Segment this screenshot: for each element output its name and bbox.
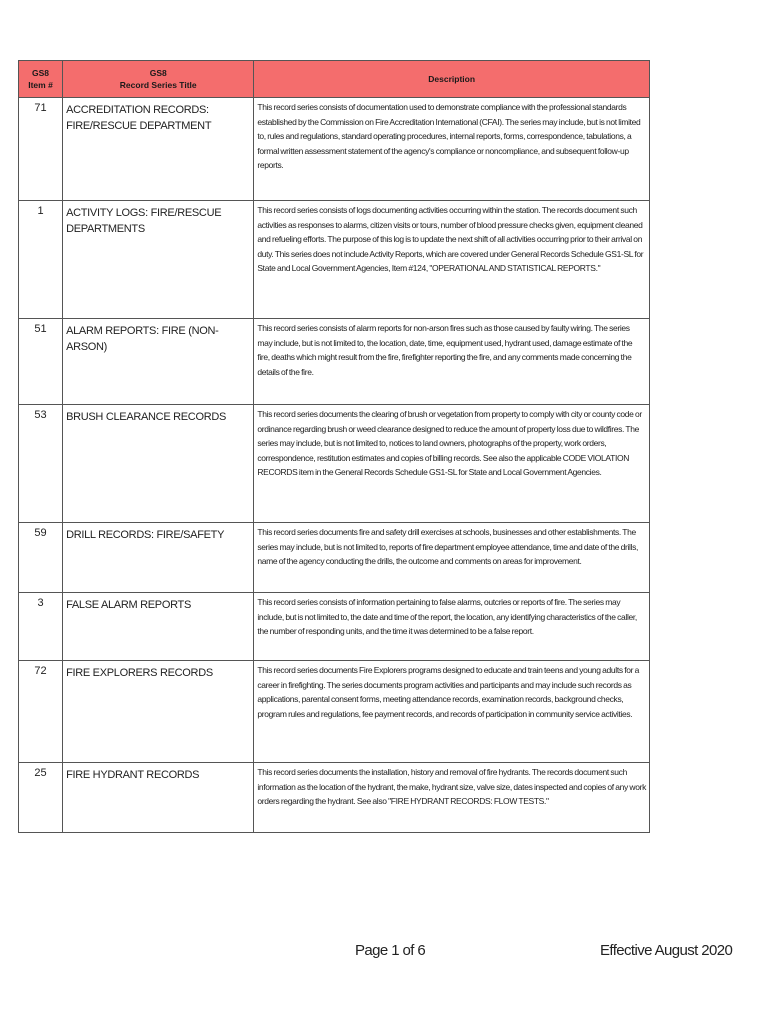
- page-number: Page 1 of 6: [355, 942, 426, 959]
- row-item-number: 51: [19, 319, 63, 405]
- row-title: ACCREDITATION RECORDS: FIRE/RESCUE DEPARTMENT: [63, 98, 254, 201]
- header-record-series-title: GS8 Record Series Title: [63, 61, 254, 98]
- row-title: ALARM REPORTS: FIRE (NON-ARSON): [63, 319, 254, 405]
- table-header-row: [19, 61, 650, 98]
- effective-date: Effective August 2020: [600, 942, 733, 959]
- table-row: [19, 593, 650, 661]
- row-title: FIRE HYDRANT RECORDS: [63, 763, 254, 833]
- table-row: [19, 405, 650, 523]
- row-description: This record series documents the installation, history and removal of fire hydrants. The records document such information as the location of the hydrant, the make, hydrant size, valve size, dates inspected and copies of any work orders regarding the hydrant. See also "FIRE HYDRANT RECORDS: FLOW TESTS.": [254, 763, 650, 833]
- row-item-number: 1: [19, 201, 63, 319]
- row-item-number: 71: [19, 98, 63, 201]
- row-description: This record series consists of logs documenting activities occurring within the station. The records document such activities as responses to alarms, citizen visits or tours, number of blood pressure checks given, equipment cleaned and refueling efforts. The purpose of this log is to update the next shift of all activities occurring prior to their arrival on duty. This series does not include Activity Reports, which are covered under General Records Schedule GS1-SL for State and Local Government Agencies, Item #124, "OPERATIONAL AND STATISTICAL REPORTS.": [254, 201, 650, 319]
- row-item-number: 59: [19, 523, 63, 593]
- row-description: This record series documents fire and safety drill exercises at schools, businesses and other establishments. The series may include, but is not limited to, reports of fire department employee attendance, time and date of the drills, name of the agency conducting the drills, the outcome and comments on areas for improvement.: [254, 523, 650, 593]
- row-description: This record series documents the clearing of brush or vegetation from property to comply with city or county code or ordinance regarding brush or weed clearance designed to reduce the amount of property loss due to wildfires. The series may include, but is not limited to, notices to land owners, photographs of the property, work orders, correspondence, restitution estimates and copies of billing records. See also the applicable CODE VIOLATION RECORDS item in the General Records Schedule GS1-SL for State and Local Government Agencies.: [254, 405, 650, 523]
- row-title: ACTIVITY LOGS: FIRE/RESCUE DEPARTMENTS: [63, 201, 254, 319]
- table-row: [19, 661, 650, 763]
- table-row: [19, 523, 650, 593]
- row-title: FALSE ALARM REPORTS: [63, 593, 254, 661]
- row-title: DRILL RECORDS: FIRE/SAFETY: [63, 523, 254, 593]
- row-item-number: 25: [19, 763, 63, 833]
- header-item-number: GS8 Item #: [19, 61, 63, 98]
- row-item-number: 72: [19, 661, 63, 763]
- table-row: [19, 201, 650, 319]
- records-schedule-table: [18, 60, 650, 833]
- table-row: [19, 763, 650, 833]
- row-description: This record series documents Fire Explorers programs designed to educate and train teens and young adults for a career in firefighting. The series documents program activities and participants and may include such records as applications, parental consent forms, meeting attendance records, examination records, background checks, program rules and regulations, fee payment records, and records of participation in community service activities.: [254, 661, 650, 763]
- row-item-number: 3: [19, 593, 63, 661]
- row-description: This record series consists of documentation used to demonstrate compliance with the professional standards established by the Commission on Fire Accreditation International (CFAI). The series may include, but is not limited to, rules and regulations, standard operating procedures, internal reports, forms, correspondence, tabulations, a formal written assessment statement of the agency's compliance or noncompliance, and subsequent follow-up reports.: [254, 98, 650, 201]
- table-row: [19, 98, 650, 201]
- row-description: This record series consists of alarm reports for non-arson fires such as those caused by faulty wiring. The series may include, but is not limited to, the location, date, time, equipment used, hydrant used, damage estimate of the fire, deaths which might result from the fire, firefighter reporting the fire, and any comments made concerning the details of the fire.: [254, 319, 650, 405]
- row-item-number: 53: [19, 405, 63, 523]
- header-description: Description: [254, 61, 650, 98]
- row-title: FIRE EXPLORERS RECORDS: [63, 661, 254, 763]
- table-row: [19, 319, 650, 405]
- row-title: BRUSH CLEARANCE RECORDS: [63, 405, 254, 523]
- row-description: This record series consists of information pertaining to false alarms, outcries or reports of fire. The series may include, but is not limited to, the date and time of the report, the location, any identifying characteristics of the caller, the number of responding units, and the time it was determined to be a false report.: [254, 593, 650, 661]
